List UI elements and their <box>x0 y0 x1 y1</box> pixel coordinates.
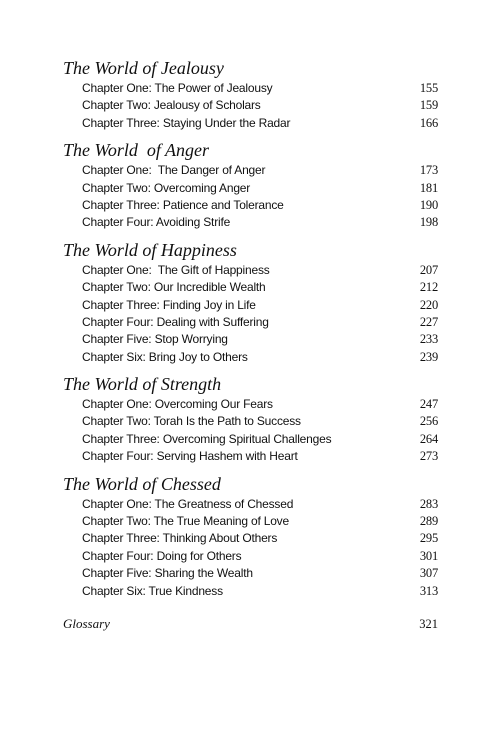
toc-entry[interactable] <box>63 197 438 214</box>
toc-entry[interactable] <box>63 565 438 582</box>
chapter-title: Chapter Three: Finding Joy in Life <box>82 297 256 312</box>
page-number: 181 <box>419 180 438 195</box>
section-title: The World of Jealousy <box>63 58 224 78</box>
section-title: The World of Anger <box>63 140 210 161</box>
toc-entry[interactable] <box>63 331 438 348</box>
chapter-title: Chapter One: The Greatness of Chessed <box>82 496 294 511</box>
chapter-list <box>63 396 438 466</box>
toc-entry[interactable] <box>63 349 438 366</box>
toc-entry[interactable] <box>63 214 438 231</box>
toc-entry[interactable] <box>63 548 438 565</box>
section-title: The World of Chessed <box>63 473 221 494</box>
chapter-list <box>63 496 438 600</box>
chapter-title: Chapter One: Overcoming Our Fears <box>82 397 273 412</box>
page-number: 159 <box>419 98 438 113</box>
toc-entry[interactable] <box>63 97 438 114</box>
chapter-title: Chapter One: The Gift of Happiness <box>82 262 270 277</box>
toc-entry[interactable] <box>63 530 438 547</box>
section-happiness <box>63 238 438 366</box>
chapter-title: Chapter Two: Jealousy of Scholars <box>82 98 261 113</box>
chapter-title: Chapter One: The Power of Jealousy <box>82 81 273 95</box>
page-number: 212 <box>419 280 438 295</box>
chapter-title: Chapter Four: Dealing with Suffering <box>82 314 269 329</box>
chapter-title: Chapter Four: Avoiding Strife <box>82 215 231 230</box>
page-number: 166 <box>419 115 438 130</box>
page-number: 289 <box>419 514 438 529</box>
toc-entry[interactable] <box>63 314 438 331</box>
page-number: 247 <box>419 397 438 412</box>
section-anger <box>63 138 438 232</box>
section-chessed <box>63 472 438 600</box>
chapter-title: Chapter One: The Danger of Anger <box>82 163 266 178</box>
toc-entry[interactable] <box>63 262 438 279</box>
toc-entry[interactable] <box>63 448 438 465</box>
chapter-title: Chapter Two: The True Meaning of Love <box>82 514 289 529</box>
page-number: 198 <box>419 215 438 230</box>
chapter-title: Chapter Six: Bring Joy to Others <box>82 349 248 364</box>
section-title: The World of Strength <box>63 374 222 395</box>
section-strength <box>63 372 438 466</box>
page-number: 313 <box>419 583 438 598</box>
chapter-title: Chapter Two: Overcoming Anger <box>82 180 251 195</box>
chapter-title: Chapter Four: Serving Hashem with Heart <box>82 449 298 464</box>
chapter-title: Chapter Three: Overcoming Spiritual Challenges <box>82 431 332 446</box>
chapter-title: Chapter Three: Patience and Tolerance <box>82 197 284 212</box>
page-number: 155 <box>419 81 438 95</box>
toc-entry[interactable] <box>63 513 438 530</box>
toc-entry[interactable] <box>63 396 438 413</box>
section-title: The World of Happiness <box>63 239 237 260</box>
chapter-title: Chapter Three: Thinking About Others <box>82 531 278 546</box>
page-number: 207 <box>419 262 438 277</box>
chapter-title: Chapter Six: True Kindness <box>82 583 223 598</box>
page-number: 273 <box>419 449 438 464</box>
page-number: 190 <box>419 197 438 212</box>
page-number: 173 <box>419 163 438 178</box>
toc-entry[interactable] <box>63 180 438 197</box>
page-number: 227 <box>419 314 438 329</box>
chapter-title: Chapter Three: Staying Under the Radar <box>82 115 291 130</box>
chapter-title: Chapter Five: Sharing the Wealth <box>82 566 253 581</box>
toc-entry[interactable] <box>63 413 438 430</box>
chapter-list <box>63 80 438 132</box>
section-jealousy <box>63 56 438 132</box>
chapter-title: Chapter Four: Doing for Others <box>82 548 242 563</box>
page-number: 256 <box>419 414 438 429</box>
glossary-label: Glossary <box>63 615 110 631</box>
toc-entry[interactable] <box>63 279 438 296</box>
toc-entry[interactable] <box>63 162 438 179</box>
chapter-title: Chapter Two: Torah Is the Path to Success <box>82 414 301 429</box>
chapter-title: Chapter Two: Our Incredible Wealth <box>82 280 266 295</box>
toc-entry[interactable] <box>63 80 438 97</box>
page-number: 239 <box>419 349 438 364</box>
chapter-title: Chapter Five: Stop Worrying <box>82 332 228 347</box>
toc-entry[interactable] <box>63 115 438 132</box>
page-number: 264 <box>419 431 438 446</box>
toc-entry[interactable] <box>63 431 438 448</box>
toc-entry[interactable] <box>63 496 438 513</box>
page-number: 307 <box>419 566 438 581</box>
table-of-contents <box>63 56 438 634</box>
page-number: 283 <box>419 496 438 511</box>
chapter-list <box>63 262 438 366</box>
toc-entry[interactable] <box>63 583 438 600</box>
page-number: 295 <box>419 531 438 546</box>
toc-entry-glossary[interactable] <box>63 614 438 634</box>
page-number: 220 <box>419 297 438 312</box>
chapter-list <box>63 162 438 232</box>
page-number: 301 <box>419 548 438 563</box>
page-number: 321 <box>419 616 438 631</box>
toc-entry[interactable] <box>63 297 438 314</box>
page-number: 233 <box>419 332 438 347</box>
